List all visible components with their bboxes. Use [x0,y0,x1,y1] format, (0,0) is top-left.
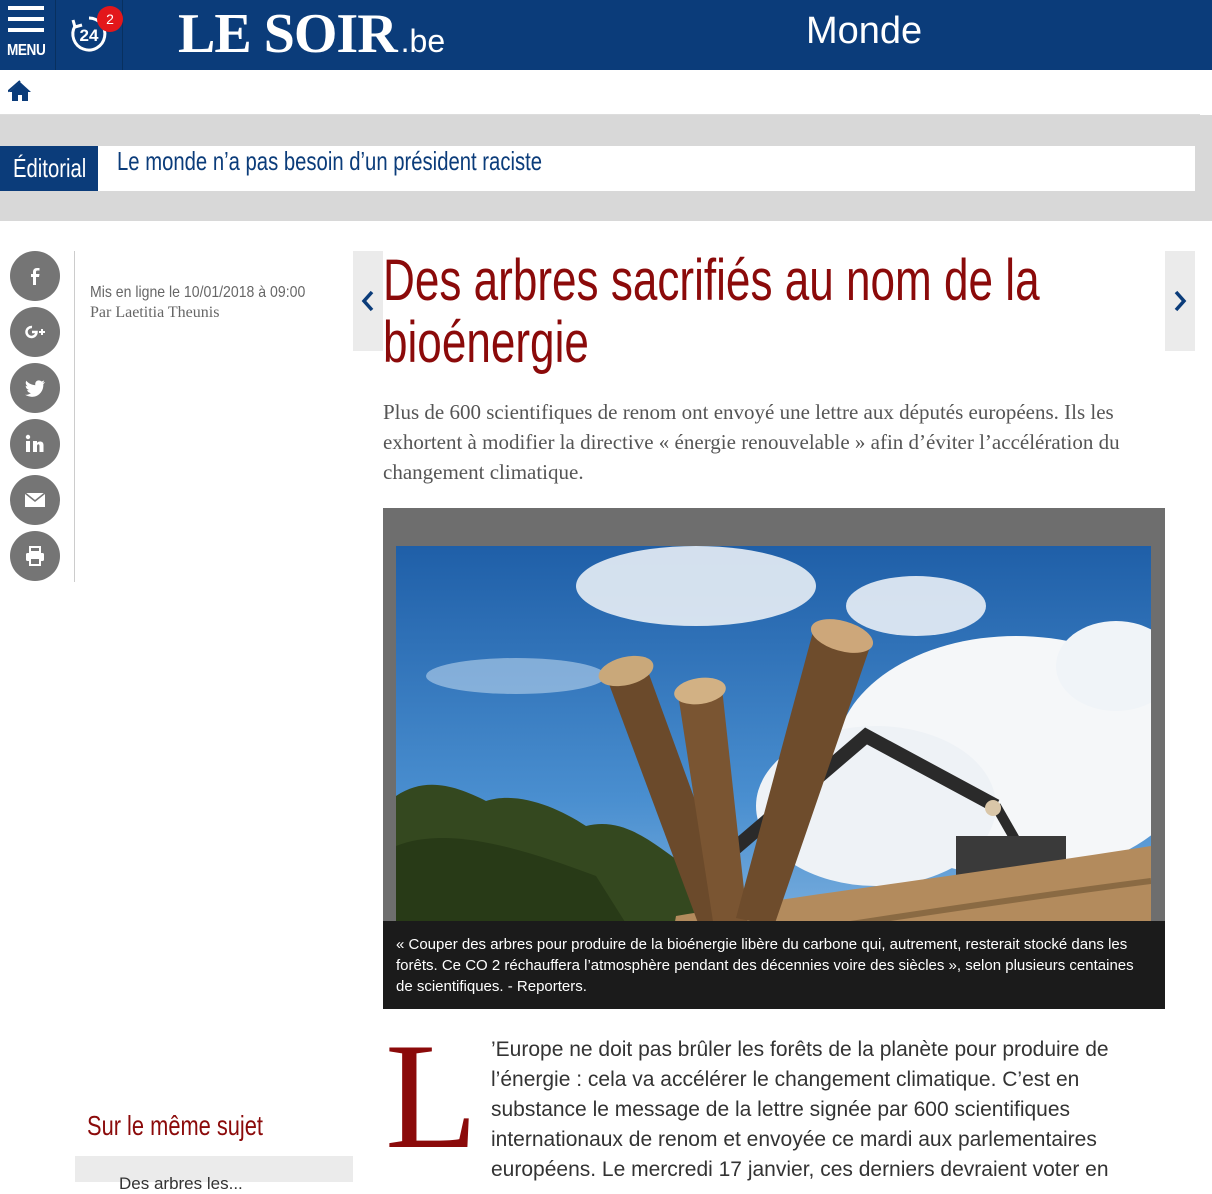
share-google-plus-button[interactable] [10,307,60,357]
previous-article-button[interactable] [353,251,383,351]
article-lead: Plus de 600 scientifiques de renom ont envoyé une lettre aux députés européens. Ils les exhortent à modifier la directive « énergie renouvelable » afin d’éviter l’accélération du changement climatique. [383,400,1120,484]
photo-caption: « Couper des arbres pour produire de la bioénergie libère du carbone qui, autrement, resterait stocké dans les forêts. Ce CO 2 réchauffera l’atmosphère pendant des décennies voire des siècles », selon plusieurs centaines de scientifiques. - Reporters. [383,921,1165,1009]
facebook-icon [23,264,47,288]
print-button[interactable] [10,531,60,581]
menu-button[interactable] [0,0,56,70]
editorial-tag[interactable]: Éditorial [0,146,98,191]
twitter-icon [23,376,47,400]
related-title: Sur le même sujet [87,1110,263,1141]
editorial-banner [0,146,1195,191]
logo-text: LE SOIR [178,3,397,65]
author: Par Laetitia Theunis [90,304,220,321]
linkedin-icon [23,432,47,456]
share-bar [10,251,60,587]
share-email-button[interactable] [10,475,60,525]
home-icon[interactable] [8,80,32,102]
share-twitter-button[interactable] [10,363,60,413]
news-24h-button[interactable] [57,0,123,70]
related-list [75,1156,353,1193]
drop-cap: L [385,1012,478,1180]
related-item[interactable]: Des arbres les... [119,1174,243,1193]
article-title-line-2: bioénergie [383,310,589,375]
chevron-left-icon [360,289,376,313]
top-bar [0,0,1212,70]
menu-label: MENU [7,42,46,59]
clock-24-label: 24 [79,26,99,45]
google-plus-icon [23,320,47,344]
logs-photo-illustration [396,546,1151,971]
divider [74,251,75,582]
breadcrumb [0,70,1200,115]
article-title [383,250,1083,374]
share-facebook-button[interactable] [10,251,60,301]
hamburger-icon [8,6,44,39]
email-icon [23,488,47,512]
logo-suffix: .be [400,23,446,59]
article-meta [90,284,335,322]
editorial-link[interactable]: Le monde n’a pas besoin d’un président raciste [117,146,543,176]
next-article-button[interactable] [1165,251,1195,351]
section-title: Monde [806,10,923,52]
print-icon [23,544,47,568]
article-title-line-1: Des arbres sacrifiés au nom de la [383,248,1040,313]
article-photo-frame [383,508,1165,1009]
notification-badge: 2 [97,6,123,32]
article-body: ’Europe ne doit pas brûler les forêts de la planète pour produire de l’énergie : cela va accélérer le changement climatique. C’est en substance le message de la lettre signée par 600 scientifiques internationaux de renom et envoyée ce mardi aux parlementaires européens. Le mercredi 17 janvier, ces derniers devraient voter en [491,1038,1109,1181]
article-photo[interactable] [396,546,1151,971]
publish-date: Mis en ligne le 10/01/2018 à 09:00 [90,284,306,301]
chevron-right-icon [1172,289,1188,313]
site-logo[interactable] [178,2,445,66]
share-linkedin-button[interactable] [10,419,60,469]
